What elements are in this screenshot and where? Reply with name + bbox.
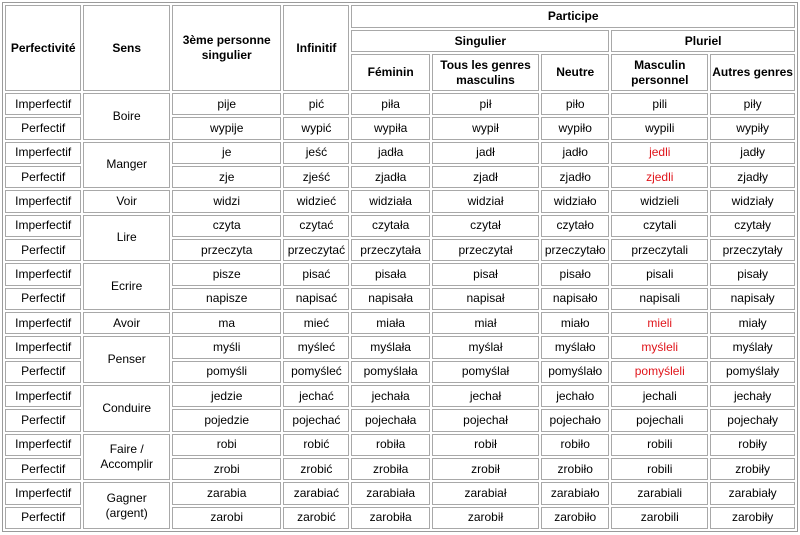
- cell-3eme-personne: jedzie: [172, 385, 281, 407]
- cell-masculin: wypił: [432, 117, 539, 139]
- cell-autres-genres: zjadły: [710, 166, 795, 188]
- cell-masculin: robił: [432, 434, 539, 456]
- cell-masculin: pił: [432, 93, 539, 115]
- header-tous-genres-masculins: Tous les genres masculins: [432, 54, 539, 91]
- cell-sens: Faire / Accomplir: [83, 434, 170, 481]
- cell-masculin-personnel: robili: [611, 458, 708, 480]
- cell-masculin: pomyślał: [432, 361, 539, 383]
- cell-feminin: jechała: [351, 385, 429, 407]
- cell-neutre: widziało: [541, 190, 609, 212]
- cell-infinitif: pomyśleć: [283, 361, 349, 383]
- cell-3eme-personne: pisze: [172, 263, 281, 285]
- cell-feminin: miała: [351, 312, 429, 334]
- cell-masculin-personnel: jedli: [611, 142, 708, 164]
- cell-perfectivite: Imperfectif: [5, 263, 81, 285]
- cell-masculin: miał: [432, 312, 539, 334]
- cell-3eme-personne: napisze: [172, 288, 281, 310]
- cell-masculin: widział: [432, 190, 539, 212]
- cell-perfectivite: Imperfectif: [5, 142, 81, 164]
- cell-autres-genres: pisały: [710, 263, 795, 285]
- cell-autres-genres: pomyślały: [710, 361, 795, 383]
- cell-infinitif: pojechać: [283, 409, 349, 431]
- cell-feminin: zjadła: [351, 166, 429, 188]
- cell-sens: Conduire: [83, 385, 170, 432]
- cell-masculin: zarobił: [432, 507, 539, 529]
- cell-feminin: pisała: [351, 263, 429, 285]
- cell-feminin: pojechała: [351, 409, 429, 431]
- cell-infinitif: robić: [283, 434, 349, 456]
- header-infinitif: Infinitif: [283, 5, 349, 91]
- cell-neutre: piło: [541, 93, 609, 115]
- conjugation-table: [2, 2, 798, 532]
- cell-3eme-personne: myśli: [172, 336, 281, 358]
- cell-sens: Gagner (argent): [83, 482, 170, 529]
- cell-neutre: przeczytało: [541, 239, 609, 261]
- cell-3eme-personne: zrobi: [172, 458, 281, 480]
- cell-perfectivite: Perfectif: [5, 409, 81, 431]
- cell-masculin-personnel: czytali: [611, 215, 708, 237]
- cell-3eme-personne: widzi: [172, 190, 281, 212]
- cell-masculin-personnel: jechali: [611, 385, 708, 407]
- header-sens: Sens: [83, 5, 170, 91]
- cell-masculin: napisał: [432, 288, 539, 310]
- cell-3eme-personne: je: [172, 142, 281, 164]
- cell-masculin: jechał: [432, 385, 539, 407]
- cell-neutre: pomyślało: [541, 361, 609, 383]
- table-row: [5, 190, 795, 212]
- cell-masculin-personnel: zarabiali: [611, 482, 708, 504]
- cell-autres-genres: napisały: [710, 288, 795, 310]
- cell-autres-genres: zrobiły: [710, 458, 795, 480]
- header-feminin: Féminin: [351, 54, 429, 91]
- cell-neutre: robiło: [541, 434, 609, 456]
- header-participe: Participe: [351, 5, 795, 28]
- cell-neutre: pojechało: [541, 409, 609, 431]
- cell-perfectivite: Perfectif: [5, 117, 81, 139]
- cell-infinitif: pić: [283, 93, 349, 115]
- cell-perfectivite: Perfectif: [5, 239, 81, 261]
- cell-feminin: czytała: [351, 215, 429, 237]
- cell-infinitif: zrobić: [283, 458, 349, 480]
- cell-autres-genres: myślały: [710, 336, 795, 358]
- cell-3eme-personne: zje: [172, 166, 281, 188]
- cell-feminin: piła: [351, 93, 429, 115]
- cell-masculin-personnel: pojechali: [611, 409, 708, 431]
- cell-perfectivite: Perfectif: [5, 166, 81, 188]
- cell-3eme-personne: zarabia: [172, 482, 281, 504]
- cell-neutre: zjadło: [541, 166, 609, 188]
- cell-infinitif: pisać: [283, 263, 349, 285]
- cell-masculin: przeczytał: [432, 239, 539, 261]
- cell-masculin: zrobił: [432, 458, 539, 480]
- cell-autres-genres: zarobiły: [710, 507, 795, 529]
- cell-neutre: myślało: [541, 336, 609, 358]
- cell-sens: Avoir: [83, 312, 170, 334]
- cell-autres-genres: przeczytały: [710, 239, 795, 261]
- cell-neutre: napisało: [541, 288, 609, 310]
- cell-feminin: widziała: [351, 190, 429, 212]
- cell-3eme-personne: czyta: [172, 215, 281, 237]
- cell-infinitif: zjeść: [283, 166, 349, 188]
- cell-neutre: jadło: [541, 142, 609, 164]
- cell-masculin: pojechał: [432, 409, 539, 431]
- header-singulier: Singulier: [351, 30, 609, 52]
- cell-sens: Ecrire: [83, 263, 170, 310]
- cell-3eme-personne: pije: [172, 93, 281, 115]
- cell-autres-genres: miały: [710, 312, 795, 334]
- cell-autres-genres: wypiły: [710, 117, 795, 139]
- cell-infinitif: przeczytać: [283, 239, 349, 261]
- cell-sens: Penser: [83, 336, 170, 383]
- cell-masculin-personnel: pisali: [611, 263, 708, 285]
- cell-autres-genres: robiły: [710, 434, 795, 456]
- cell-feminin: wypiła: [351, 117, 429, 139]
- cell-feminin: napisała: [351, 288, 429, 310]
- cell-3eme-personne: robi: [172, 434, 281, 456]
- table-row: [5, 336, 795, 358]
- cell-masculin-personnel: widzieli: [611, 190, 708, 212]
- cell-autres-genres: zarabiały: [710, 482, 795, 504]
- cell-perfectivite: Imperfectif: [5, 385, 81, 407]
- cell-neutre: zarobiło: [541, 507, 609, 529]
- cell-neutre: zrobiło: [541, 458, 609, 480]
- cell-infinitif: czytać: [283, 215, 349, 237]
- cell-perfectivite: Imperfectif: [5, 434, 81, 456]
- cell-masculin: zjadł: [432, 166, 539, 188]
- cell-perfectivite: Imperfectif: [5, 482, 81, 504]
- cell-neutre: pisało: [541, 263, 609, 285]
- cell-perfectivite: Perfectif: [5, 458, 81, 480]
- cell-autres-genres: widziały: [710, 190, 795, 212]
- cell-infinitif: widzieć: [283, 190, 349, 212]
- cell-masculin-personnel: pomyśleli: [611, 361, 708, 383]
- cell-sens: Boire: [83, 93, 170, 140]
- table-row: [5, 142, 795, 164]
- table-header: [5, 5, 795, 91]
- cell-autres-genres: jadły: [710, 142, 795, 164]
- cell-masculin-personnel: przeczytali: [611, 239, 708, 261]
- cell-feminin: zarobiła: [351, 507, 429, 529]
- cell-perfectivite: Imperfectif: [5, 190, 81, 212]
- table-row: [5, 482, 795, 504]
- cell-masculin: myślał: [432, 336, 539, 358]
- header-perfectivite: Perfectivité: [5, 5, 81, 91]
- header-3eme-personne: 3ème personne singulier: [172, 5, 281, 91]
- table-row: [5, 434, 795, 456]
- cell-masculin-personnel: mieli: [611, 312, 708, 334]
- cell-perfectivite: Imperfectif: [5, 336, 81, 358]
- cell-feminin: myślała: [351, 336, 429, 358]
- cell-feminin: zrobiła: [351, 458, 429, 480]
- cell-3eme-personne: ma: [172, 312, 281, 334]
- cell-infinitif: mieć: [283, 312, 349, 334]
- cell-infinitif: wypić: [283, 117, 349, 139]
- cell-perfectivite: Perfectif: [5, 361, 81, 383]
- cell-neutre: jechało: [541, 385, 609, 407]
- cell-masculin-personnel: zjedli: [611, 166, 708, 188]
- cell-autres-genres: czytały: [710, 215, 795, 237]
- cell-infinitif: myśleć: [283, 336, 349, 358]
- table-row: [5, 215, 795, 237]
- table-body: [5, 93, 795, 529]
- cell-infinitif: napisać: [283, 288, 349, 310]
- cell-feminin: zarabiała: [351, 482, 429, 504]
- table-row: [5, 385, 795, 407]
- header-masculin-personnel: Masculin personnel: [611, 54, 708, 91]
- cell-masculin-personnel: napisali: [611, 288, 708, 310]
- cell-infinitif: zarobić: [283, 507, 349, 529]
- cell-masculin: pisał: [432, 263, 539, 285]
- header-autres-genres: Autres genres: [710, 54, 795, 91]
- cell-perfectivite: Imperfectif: [5, 312, 81, 334]
- cell-perfectivite: Imperfectif: [5, 93, 81, 115]
- cell-feminin: jadła: [351, 142, 429, 164]
- cell-autres-genres: pojechały: [710, 409, 795, 431]
- cell-autres-genres: piły: [710, 93, 795, 115]
- cell-3eme-personne: przeczyta: [172, 239, 281, 261]
- header-pluriel: Pluriel: [611, 30, 795, 52]
- cell-infinitif: jeść: [283, 142, 349, 164]
- cell-masculin-personnel: wypili: [611, 117, 708, 139]
- cell-perfectivite: Perfectif: [5, 507, 81, 529]
- cell-masculin: zarabiał: [432, 482, 539, 504]
- cell-sens: Manger: [83, 142, 170, 189]
- table-row: [5, 312, 795, 334]
- cell-neutre: zarabiało: [541, 482, 609, 504]
- table-row: [5, 93, 795, 115]
- table-row: [5, 263, 795, 285]
- cell-masculin-personnel: zarobili: [611, 507, 708, 529]
- cell-neutre: miało: [541, 312, 609, 334]
- cell-masculin-personnel: pili: [611, 93, 708, 115]
- cell-sens: Voir: [83, 190, 170, 212]
- header-neutre: Neutre: [541, 54, 609, 91]
- cell-3eme-personne: zarobi: [172, 507, 281, 529]
- cell-perfectivite: Imperfectif: [5, 215, 81, 237]
- cell-feminin: pomyślała: [351, 361, 429, 383]
- cell-neutre: wypiło: [541, 117, 609, 139]
- cell-autres-genres: jechały: [710, 385, 795, 407]
- cell-feminin: przeczytała: [351, 239, 429, 261]
- cell-masculin: jadł: [432, 142, 539, 164]
- cell-neutre: czytało: [541, 215, 609, 237]
- cell-perfectivite: Perfectif: [5, 288, 81, 310]
- cell-masculin-personnel: myśleli: [611, 336, 708, 358]
- cell-3eme-personne: wypije: [172, 117, 281, 139]
- cell-3eme-personne: pojedzie: [172, 409, 281, 431]
- cell-masculin-personnel: robili: [611, 434, 708, 456]
- cell-feminin: robiła: [351, 434, 429, 456]
- cell-infinitif: jechać: [283, 385, 349, 407]
- cell-infinitif: zarabiać: [283, 482, 349, 504]
- cell-3eme-personne: pomyśli: [172, 361, 281, 383]
- cell-masculin: czytał: [432, 215, 539, 237]
- cell-sens: Lire: [83, 215, 170, 262]
